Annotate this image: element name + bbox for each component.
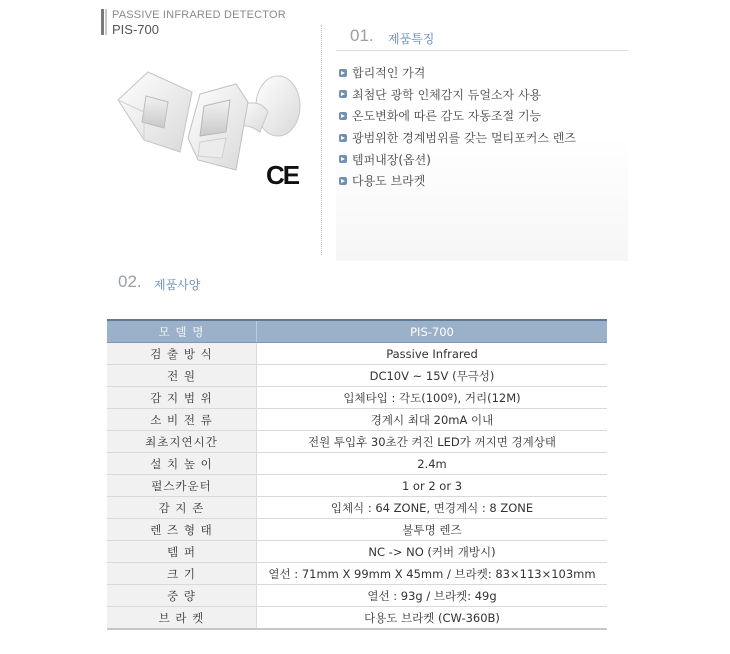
- bullet-arrow-icon: [339, 112, 347, 120]
- spec-value: Passive Infrared: [257, 343, 608, 365]
- spec-label: 렌 즈 형 태: [107, 519, 257, 541]
- spec-label: 펄스카운터: [107, 475, 257, 497]
- feature-list: [339, 62, 576, 192]
- ce-certification-mark: CE: [266, 160, 299, 190]
- spec-table: [107, 319, 607, 630]
- feature-text: 합리적인 가격: [352, 66, 426, 81]
- bullet-arrow-icon: [339, 134, 347, 142]
- spec-table-header-row: [107, 320, 607, 343]
- spec-value: DC10V ~ 15V (무극성): [257, 365, 608, 387]
- table-row: [107, 541, 607, 563]
- feature-text: 다용도 브라켓: [352, 174, 426, 189]
- feature-text: 온도변화에 따른 감도 자동조절 기능: [352, 109, 542, 124]
- spec-value: 전원 투입후 30초간 켜진 LED가 꺼지면 경계상태: [257, 431, 608, 453]
- spec-label: 소 비 전 류: [107, 409, 257, 431]
- spec-value: 열선 : 71mm X 99mm X 45mm / 브라켓: 83×113×103mm: [257, 563, 608, 585]
- feature-item: [339, 105, 576, 127]
- spec-value: NC -> NO (커버 개방시): [257, 541, 608, 563]
- feature-text: 광범위한 경계범위를 갖는 멀티포커스 렌즈: [352, 131, 576, 146]
- section-title-features: 제품특징: [388, 32, 435, 46]
- table-row: [107, 585, 607, 607]
- feature-item: [339, 84, 576, 106]
- bullet-arrow-icon: [339, 155, 347, 163]
- section-number: 01.: [350, 26, 374, 45]
- spec-label: 템 퍼: [107, 541, 257, 563]
- bullet-arrow-icon: [339, 69, 347, 77]
- product-model: PIS-700: [112, 22, 159, 37]
- bullet-arrow-icon: [339, 177, 347, 185]
- vertical-divider: [321, 25, 322, 255]
- header-accent-bar: [101, 9, 104, 35]
- table-row: [107, 475, 607, 497]
- product-category: PASSIVE INFRARED DETECTOR: [112, 9, 286, 21]
- table-row: [107, 365, 607, 387]
- section-title-specs: 제품사양: [154, 278, 201, 292]
- spec-label: 최초지연시간: [107, 431, 257, 453]
- spec-value: 불투명 렌즈: [257, 519, 608, 541]
- header-accent-bar-light: [105, 9, 107, 35]
- section-divider: [336, 50, 628, 51]
- spec-value: 1 or 2 or 3: [257, 475, 608, 497]
- spec-label: 감 지 존: [107, 497, 257, 519]
- table-row: [107, 607, 607, 630]
- feature-text: 템퍼내장(옵션): [352, 152, 431, 167]
- table-row: [107, 343, 607, 365]
- table-row: [107, 497, 607, 519]
- spec-label: 전 원: [107, 365, 257, 387]
- bullet-arrow-icon: [339, 90, 347, 98]
- spec-value: 경계시 최대 20mA 이내: [257, 409, 608, 431]
- spec-label: 감 지 범 위: [107, 387, 257, 409]
- feature-item: [339, 148, 576, 170]
- spec-label: 크 기: [107, 563, 257, 585]
- feature-text: 최첨단 광학 인체감지 듀얼소자 사용: [352, 87, 542, 102]
- table-row: [107, 431, 607, 453]
- feature-item: [339, 170, 576, 192]
- spec-value: 다용도 브라켓 (CW-360B): [257, 607, 608, 630]
- spec-label: 설 치 높 이: [107, 453, 257, 475]
- spec-label: 검 출 방 식: [107, 343, 257, 365]
- table-row: [107, 519, 607, 541]
- table-row: [107, 563, 607, 585]
- table-row: [107, 387, 607, 409]
- section-number: 02.: [118, 272, 142, 291]
- spec-value: 입체식 : 64 ZONE, 면경계식 : 8 ZONE: [257, 497, 608, 519]
- spec-value: 입체타입 : 각도(100º), 거리(12M): [257, 387, 608, 409]
- feature-item: [339, 127, 576, 149]
- spec-header-value: PIS-700: [257, 320, 608, 343]
- table-row: [107, 409, 607, 431]
- spec-value: 열선 : 93g / 브라켓: 49g: [257, 585, 608, 607]
- table-row: [107, 453, 607, 475]
- spec-label: 브 라 켓: [107, 607, 257, 630]
- spec-label: 중 량: [107, 585, 257, 607]
- spec-header-label: 모 델 명: [107, 320, 257, 343]
- spec-value: 2.4m: [257, 453, 608, 475]
- feature-item: [339, 62, 576, 84]
